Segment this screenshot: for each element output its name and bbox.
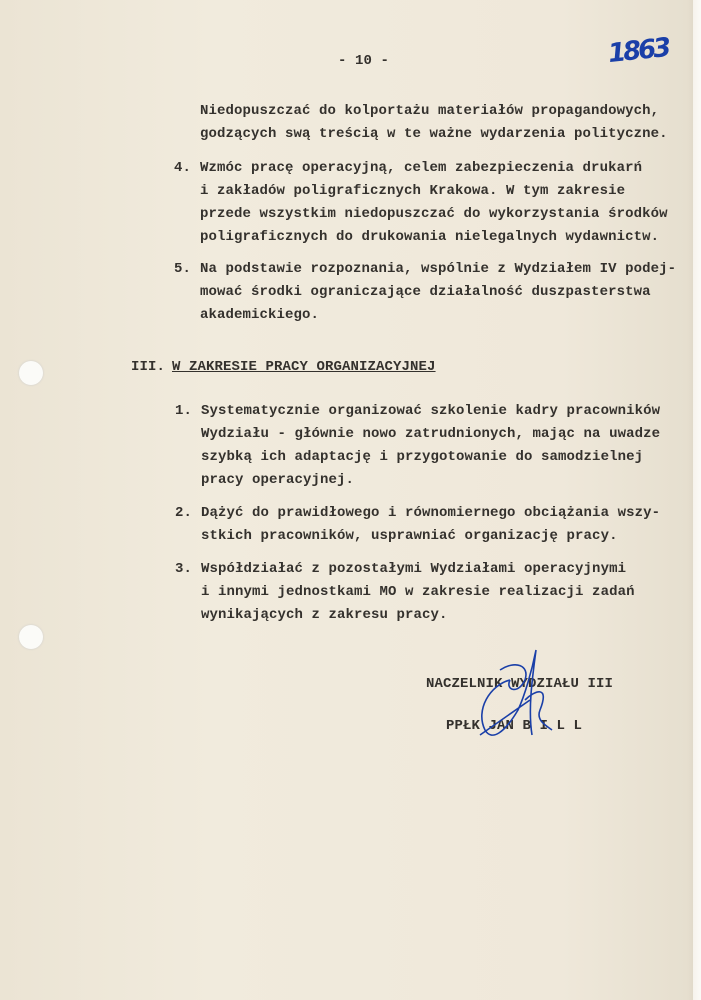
item-line: pracy operacyjnej. — [201, 472, 355, 488]
item-line: poligraficznych do drukowania nielegalnych wydawnictw. — [200, 229, 660, 245]
item-number: 2. — [175, 505, 193, 521]
item-line: akademickiego. — [200, 307, 320, 323]
item-number: 1. — [175, 403, 193, 419]
paragraph-line: godzących swą treścią w te ważne wydarzenia polityczne. — [200, 126, 668, 142]
signature-scribble — [470, 640, 580, 750]
item-line: przede wszystkim niedopuszczać do wykorzystania środków — [200, 206, 668, 222]
item-number: 5. — [174, 261, 192, 277]
item-line: Systematycznie organizować szkolenie kadry pracowników — [201, 403, 661, 419]
item-line: szybką ich adaptację i przygotowanie do samodzielnej — [201, 449, 644, 465]
page-number: - 10 - — [338, 53, 390, 69]
item-line: Dążyć do prawidłowego i równomiernego obciążania wszy- — [201, 505, 661, 521]
punch-hole — [19, 625, 43, 649]
item-number: 3. — [175, 561, 193, 577]
page-edge — [693, 0, 701, 1000]
punch-hole — [19, 361, 43, 385]
item-line: Współdziałać z pozostałymi Wydziałami operacyjnymi — [201, 561, 627, 577]
item-line: Wzmóc pracę operacyjną, celem zabezpieczenia drukarń — [200, 160, 643, 176]
item-line: i innymi jednostkami MO w zakresie realizacji zadań — [201, 584, 635, 600]
signatory-name: PPŁK JAN B I L L — [446, 718, 583, 734]
section-title: W ZAKRESIE PRACY ORGANIZACYJNEJ — [172, 359, 436, 375]
item-line: Wydziału - głównie nowo zatrudnionych, mając na uwadze — [201, 426, 661, 442]
archive-number-handwritten: 1863 — [606, 32, 670, 70]
item-number: 4. — [174, 160, 192, 176]
signatory-title: NACZELNIK WYDZIAŁU III — [426, 676, 614, 692]
item-line: Na podstawie rozpoznania, wspólnie z Wydziałem IV podej- — [200, 261, 677, 277]
item-line: i zakładów poligraficznych Krakowa. W tym zakresie — [200, 183, 626, 199]
paragraph-line: Niedopuszczać do kolportażu materiałów propagandowych, — [200, 103, 660, 119]
item-line: stkich pracowników, usprawniać organizację pracy. — [201, 528, 618, 544]
item-line: wynikających z zakresu pracy. — [201, 607, 448, 623]
section-number: III. — [131, 359, 166, 375]
item-line: mować środki ograniczające działalność duszpasterstwa — [200, 284, 651, 300]
